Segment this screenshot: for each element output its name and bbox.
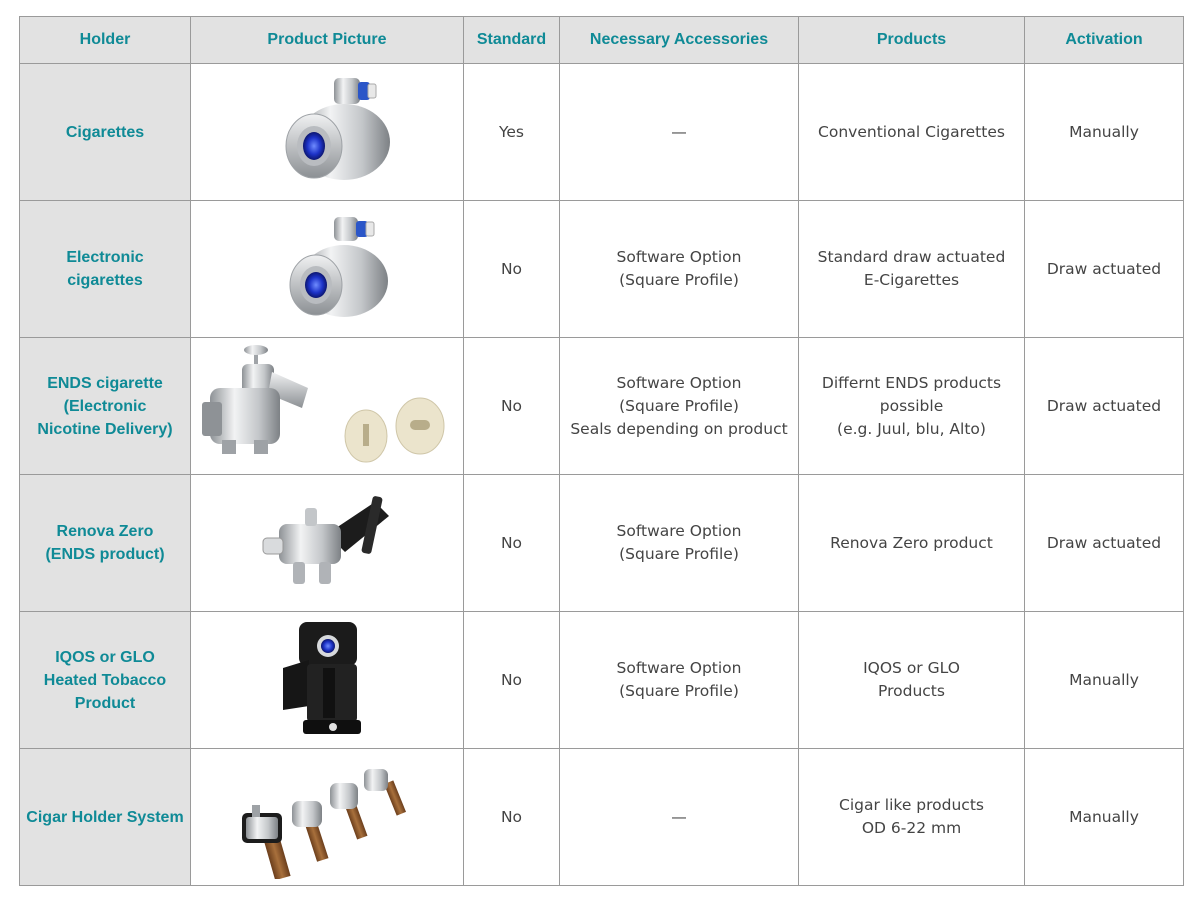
cigar-holder-system-icon — [212, 755, 442, 879]
table-row — [20, 475, 1184, 612]
table-row — [20, 338, 1184, 475]
header-row — [20, 17, 1184, 64]
header-standard: Standard — [464, 17, 560, 64]
holder-name: Cigar Holder System — [20, 749, 191, 886]
holder-table — [19, 16, 1184, 886]
holder-name: Electronic cigarettes — [20, 201, 191, 338]
product-picture-cell — [191, 749, 464, 886]
standard-value: No — [464, 338, 560, 475]
products-value: Differnt ENDS products possible (e.g. Juul, blu, Alto) — [799, 338, 1025, 475]
accessories-value: Software Option (Square Profile) Seals depending on product — [560, 338, 799, 475]
header-product-picture: Product Picture — [191, 17, 464, 64]
product-picture-cell — [191, 612, 464, 749]
table-row — [20, 612, 1184, 749]
products-value: Cigar like products OD 6-22 mm — [799, 749, 1025, 886]
products-value: IQOS or GLO Products — [799, 612, 1025, 749]
accessories-value: — — [560, 64, 799, 201]
holder-name: Cigarettes — [20, 64, 191, 201]
table-row — [20, 201, 1184, 338]
activation-value: Draw actuated — [1025, 475, 1184, 612]
activation-value: Manually — [1025, 749, 1184, 886]
renova-zero-holder-icon — [257, 488, 397, 598]
product-picture-cell — [191, 338, 464, 475]
table-row — [20, 749, 1184, 886]
activation-value: Manually — [1025, 64, 1184, 201]
activation-value: Manually — [1025, 612, 1184, 749]
table-row — [20, 64, 1184, 201]
accessories-value: Software Option (Square Profile) — [560, 475, 799, 612]
standard-value: No — [464, 475, 560, 612]
ends-holder-with-seals-icon — [202, 344, 452, 468]
holder-name: IQOS or GLO Heated Tobacco Product — [20, 612, 191, 749]
header-necessary-accessories: Necessary Accessories — [560, 17, 799, 64]
product-picture-cell — [191, 64, 464, 201]
accessories-value: Software Option (Square Profile) — [560, 201, 799, 338]
header-holder: Holder — [20, 17, 191, 64]
accessories-value: Software Option (Square Profile) — [560, 612, 799, 749]
holder-name: Renova Zero (ENDS product) — [20, 475, 191, 612]
product-picture-cell — [191, 475, 464, 612]
header-products: Products — [799, 17, 1025, 64]
holder-name: ENDS cigarette (Electronic Nicotine Delivery) — [20, 338, 191, 475]
e-cigarette-holder-icon — [252, 209, 402, 329]
standard-value: Yes — [464, 64, 560, 201]
activation-value: Draw actuated — [1025, 338, 1184, 475]
product-picture-cell — [191, 201, 464, 338]
products-value: Renova Zero product — [799, 475, 1025, 612]
heated-tobacco-holder-icon — [277, 620, 377, 740]
standard-value: No — [464, 612, 560, 749]
products-value: Conventional Cigarettes — [799, 64, 1025, 201]
accessories-value: — — [560, 749, 799, 886]
cigarette-holder-icon — [252, 72, 402, 192]
activation-value: Draw actuated — [1025, 201, 1184, 338]
standard-value: No — [464, 749, 560, 886]
products-value: Standard draw actuated E-Cigarettes — [799, 201, 1025, 338]
header-activation: Activation — [1025, 17, 1184, 64]
standard-value: No — [464, 201, 560, 338]
